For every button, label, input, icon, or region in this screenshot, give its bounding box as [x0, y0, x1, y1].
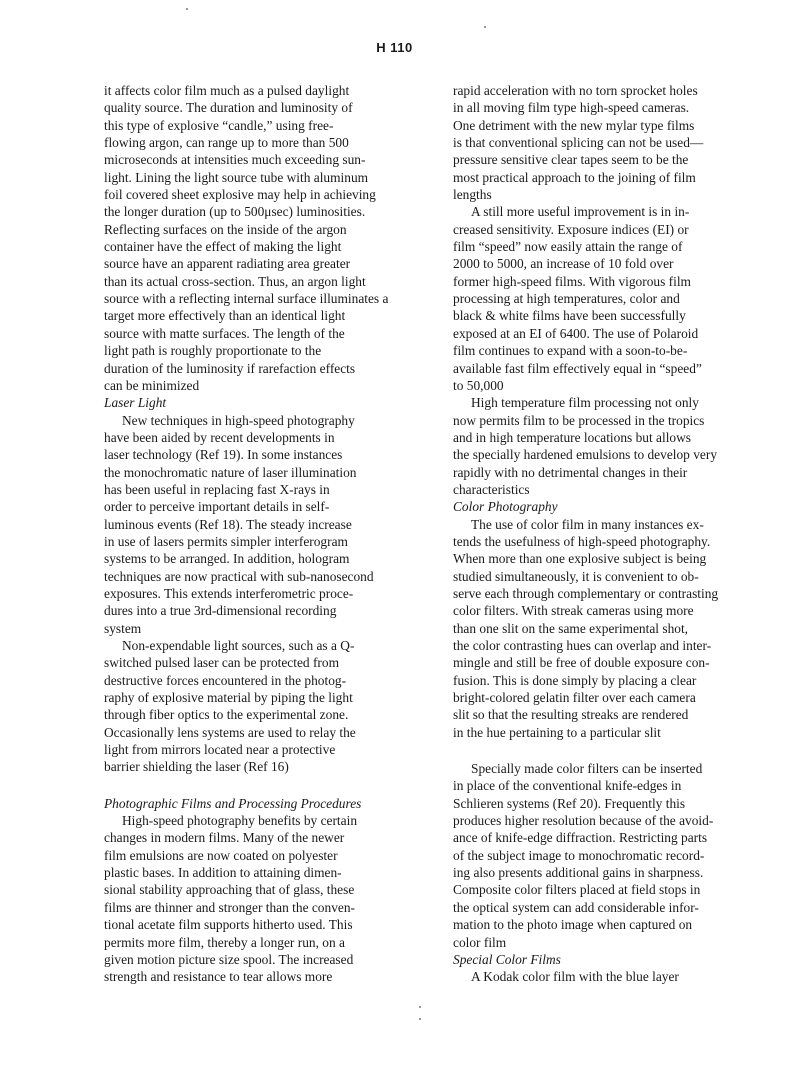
text-line: tends the usefulness of high-speed photography.	[453, 533, 711, 549]
text-line: of the subject image to monochromatic record-	[453, 847, 705, 863]
text-line: source have an apparent radiating area greater	[104, 256, 351, 272]
text-line: light. Lining the light source tube with aluminum	[104, 169, 369, 185]
text-line: film continues to expand with a soon-to-be-	[453, 343, 688, 359]
text-line: systems to be arranged. In addition, hologram	[104, 551, 350, 567]
text-line: switched pulsed laser can be protected from	[104, 655, 339, 671]
text-line: A still more useful improvement is in in-	[471, 204, 690, 220]
text-line: duration of the luminosity if rarefaction effects	[104, 360, 356, 376]
text-line: The use of color film in many instances ex-	[471, 516, 704, 532]
text-line: strength and resistance to tear allows more	[104, 969, 333, 985]
text-line: most practical approach to the joining of film	[453, 169, 696, 185]
scan-speck	[186, 8, 188, 10]
text-line: rapid acceleration with no torn sprocket holes	[453, 83, 698, 98]
scan-speck	[419, 1018, 421, 1020]
text-line: quality source. The duration and luminosity of	[104, 100, 353, 116]
text-line: in place of the conventional knife-edges in	[453, 778, 682, 794]
text-line: exposures. This extends interferometric proce-	[104, 585, 354, 601]
text-line: to 50,000	[453, 377, 504, 393]
text-line: has been useful in replacing fast X-rays in	[104, 481, 330, 497]
text-line: laser technology (Ref 19). In some instances	[104, 447, 343, 463]
text-line: produces higher resolution because of the avoid-	[453, 813, 714, 829]
text-line: studied simultaneously, it is convenient to ob-	[453, 568, 699, 584]
text-line: former high-speed films. With vigorous film	[453, 273, 691, 289]
text-line: flowing argon, can range up to more than 500	[104, 135, 349, 151]
text-line: tional acetate film supports hitherto used. This	[104, 917, 353, 933]
text-line: 2000 to 5000, an increase of 10 fold over	[453, 256, 674, 272]
text-line: than its actual cross-section. Thus, an argon light	[104, 273, 366, 289]
text-line: is that conventional splicing can not be used—	[453, 135, 704, 151]
text-line: mingle and still be free of double exposure con-	[453, 655, 710, 671]
text-line: slit so that the resulting streaks are rendered	[453, 707, 689, 723]
text-line: Reflecting surfaces on the inside of the argon	[104, 221, 347, 237]
text-line: than one slit on the same experimental shot,	[453, 620, 689, 636]
page-header: H 110	[376, 40, 413, 55]
text-line: ing also presents additional gains in sharpness.	[453, 865, 704, 881]
text-line: A Kodak color film with the blue layer	[471, 969, 679, 985]
text-line: High temperature film processing not only	[471, 395, 699, 411]
text-line: processing at high temperatures, color and	[453, 291, 680, 307]
text-line: mation to the photo image when captured on	[453, 917, 693, 933]
text-line: microseconds at intensities much exceeding sun-	[104, 152, 366, 168]
text-line: in use of lasers permits simpler interferogram	[104, 533, 348, 549]
text-line: permits more film, thereby a longer run, on a	[104, 934, 345, 950]
section-heading: Photographic Films and Processing Procedures	[104, 795, 362, 811]
text-line: in the hue pertaining to a particular slit	[453, 724, 661, 740]
text-line: bright-colored gelatin filter over each camera	[453, 690, 696, 706]
text-line: Non-expendable light sources, such as a Q-	[122, 638, 355, 653]
text-line: films are thinner and stronger than the conven-	[104, 899, 355, 915]
text-line: Composite color filters placed at field stops in	[453, 882, 701, 898]
text-line: light from mirrors located near a protective	[104, 742, 336, 758]
text-line: serve each through complementary or contrasting	[453, 585, 719, 601]
text-line: High-speed photography benefits by certain	[122, 813, 358, 829]
text-line: and in high temperature locations but allows	[453, 429, 691, 445]
text-line: destructive forces encountered in the photog-	[104, 672, 347, 688]
text-line: changes in modern films. Many of the newer	[104, 830, 345, 846]
text-line: plastic bases. In addition to attaining dimen-	[104, 865, 342, 881]
text-line: container have the effect of making the light	[104, 239, 342, 255]
text-line: fusion. This is done simply by placing a clear	[453, 672, 697, 688]
text-line: sional stability approaching that of glass, these	[104, 882, 355, 898]
text-line: luminous events (Ref 18). The steady increase	[104, 516, 352, 532]
text-line: the longer duration (up to 500μsec) luminosities.	[104, 204, 366, 220]
text-line: New techniques in high-speed photography	[122, 412, 355, 428]
text-line: source with a reflecting internal surface illuminates a	[104, 291, 389, 307]
text-line: creased sensitivity. Exposure indices (EI) or	[453, 221, 689, 237]
text-line: now permits film to be processed in the tropics	[453, 412, 705, 428]
text-line: ance of knife-edge diffraction. Restricting parts	[453, 830, 708, 846]
text-line: rapidly with no detrimental changes in their	[453, 464, 688, 480]
section-heading: Laser Light	[104, 395, 167, 411]
right-column	[453, 82, 765, 986]
paragraph-gap	[104, 776, 424, 795]
scan-speck	[419, 1006, 421, 1008]
text-line: Occasionally lens systems are used to relay the	[104, 724, 356, 740]
text-line: through fiber optics to the experimental zone.	[104, 707, 349, 723]
text-line: techniques are now practical with sub-nanosecond	[104, 568, 374, 584]
text-line: given motion picture size spool. The increased	[104, 951, 354, 967]
text-line: the optical system can add considerable infor-	[453, 899, 699, 915]
text-line: dures into a true 3rd-dimensional recording	[104, 603, 337, 619]
text-line: the monochromatic nature of laser illumination	[104, 464, 357, 480]
text-line: have been aided by recent developments in	[104, 429, 335, 445]
text-line: raphy of explosive material by piping the light	[104, 690, 353, 706]
text-line: foil covered sheet explosive may help in achieving	[104, 187, 376, 203]
paragraph-gap	[453, 741, 765, 760]
text-line: available fast film effectively equal in “speed”	[453, 360, 702, 376]
text-line: film emulsions are now coated on polyester	[104, 847, 338, 863]
text-line: system	[104, 620, 142, 636]
text-line: One detriment with the new mylar type films	[453, 117, 695, 133]
text-line: lengths	[453, 187, 492, 203]
text-line: target more effectively than an identical light	[104, 308, 346, 324]
scan-speck	[484, 26, 486, 28]
text-line: film “speed” now easily attain the range of	[453, 239, 683, 255]
text-line: source with matte surfaces. The length of the	[104, 325, 345, 341]
section-heading: Color Photography	[453, 499, 558, 515]
text-line: Schlieren systems (Ref 20). Frequently this	[453, 795, 686, 811]
text-line: the color contrasting hues can overlap and inter-	[453, 638, 712, 653]
left-column	[104, 82, 424, 986]
text-line: barrier shielding the laser (Ref 16)	[104, 759, 289, 775]
text-line: in all moving film type high-speed cameras.	[453, 100, 690, 116]
text-line: the specially hardened emulsions to develop very	[453, 447, 718, 463]
text-line: Specially made color filters can be inserted	[471, 761, 703, 777]
section-heading: Special Color Films	[453, 951, 561, 967]
text-line: order to perceive important details in self-	[104, 499, 330, 515]
text-line: characteristics	[453, 481, 530, 497]
text-line: pressure sensitive clear tapes seem to be the	[453, 152, 689, 168]
text-line: black & white films have been successfully	[453, 308, 686, 324]
text-line: exposed at an EI of 6400. The use of Polaroid	[453, 325, 699, 341]
text-line: it affects color film much as a pulsed daylight	[104, 83, 350, 98]
text-line: When more than one explosive subject is being	[453, 551, 707, 567]
text-line: light path is roughly proportionate to the	[104, 343, 322, 359]
text-line: color filters. With streak cameras using more	[453, 603, 694, 619]
text-line: color film	[453, 934, 507, 950]
text-line: can be minimized	[104, 377, 200, 393]
text-line: this type of explosive “candle,” using free-	[104, 117, 334, 133]
